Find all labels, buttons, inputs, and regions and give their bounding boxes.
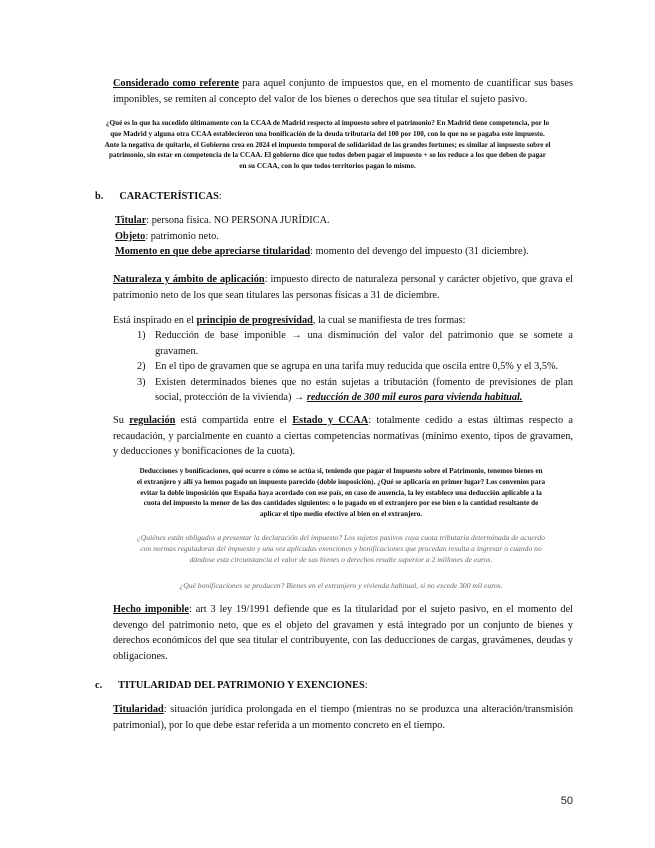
regulacion-paragraph — [113, 413, 573, 460]
naturaleza-paragraph — [113, 272, 573, 303]
note-line: ¿Qué es lo que ha sucedido últimamente con la CCAA de Madrid respecto al impuesto sobre el patrimonio? En Madrid tiene competencia, por lo — [105, 119, 550, 127]
note-line: Deducciones y bonificaciones, qué ocurre o cómo se actúa si, teniendo que pagar el Impuesto sobre el Patrimonio, tenemos bienes en — [139, 467, 543, 475]
note-line: con normas reguladoras del impuesto y una vez aplicadas exenciones y bonificaciones que procedan resulta a ingresar o cuando no — [140, 544, 542, 553]
section-letter: b. — [95, 191, 104, 202]
section-b-heading — [95, 186, 565, 205]
objeto-text: : patrimonio neto. — [145, 230, 219, 242]
page-number: 50 — [560, 795, 573, 807]
section-title: TITULARIDAD DEL PATRIMONIO Y EXENCIONES — [118, 680, 365, 691]
paragraph-text: para aquel conjunto de impuestos que, en el momento de cuantificar sus bases imponibles, se remiten al concepto del valor de los bienes o derechos que sea titular el sujeto pasivo. — [113, 78, 574, 105]
inspirado-pre: Está inspirado en el — [113, 315, 197, 326]
list-text: Reducción de base imponible → una disminución del valor del patrimonio que se somete a gravamen. — [155, 330, 573, 357]
note-deducciones — [106, 466, 576, 520]
list-item — [137, 359, 573, 375]
inspirado-post: , la cual se manifiesta de tres formas: — [312, 315, 466, 326]
titularidad-text: : situación jurídica prolongada en el tiempo (mientras no se produzca una alteración/transmisión patrimonial), por lo que debe estar referida a un momento concreto en el tiempo. — [113, 704, 573, 731]
note-line: aplicar el tipo medio efectivo al bien en el extranjero. — [259, 510, 423, 519]
section-title: CARACTERÍSTICAS — [119, 191, 219, 202]
momento-label: Momento en que debe apreciarse titularidad — [115, 246, 311, 257]
objeto-label: Objeto — [115, 230, 146, 242]
regulacion-label2: Estado y CCAA — [292, 415, 369, 426]
list-number: 1) — [137, 330, 146, 341]
note-line: Ante la negativa de quitarlo, el Gobierno crea en 2024 el impuesto temporal de solidaridad de las grandes fortunes; es similar al impuesto sobre el — [104, 140, 551, 149]
note-madrid — [70, 118, 585, 172]
section-colon: : — [364, 680, 368, 691]
list-number: 3) — [137, 376, 146, 388]
hecho-label: Hecho imponible — [113, 604, 189, 615]
hecho-paragraph — [113, 602, 573, 664]
titularidad-label: Titularidad — [113, 704, 164, 715]
note-line: evitar la doble imposición que España haya acordado con ese país, en caso de ausencia, la ley establece una deducción aplicable a la — [140, 488, 542, 497]
naturaleza-text: : impuesto directo de naturaleza personal y carácter objetivo, que grava el patrimonio neto de los que sean titulares las personas físicas a 31 de diciembre. — [113, 274, 573, 301]
note-line: en su CCAA, con lo que todos territorios pagan lo mismo. — [239, 162, 416, 171]
note-line: que Madrid y alguna otra CCAA establecieron una bonificación de la deuda tributaria del 100 por 100, con lo que no se pagaba este impuesto. — [110, 129, 545, 138]
regulacion-pre: Su — [113, 415, 130, 426]
list-item — [137, 375, 573, 406]
titular-label: Titular — [115, 215, 147, 226]
bold-term: Considerado como referente — [113, 78, 239, 89]
progresividad-list — [137, 328, 573, 406]
paragraph-referente — [113, 76, 573, 107]
inspirado-paragraph — [113, 313, 573, 329]
titularidad-paragraph — [113, 702, 573, 733]
note-line: dándose esta circunstancia el valor de sus bienes o derechos resulte superior a 2 millones de euros. — [189, 555, 493, 564]
note-line: el extranjero y allí ya hemos pagado un impuesto parecido (doble imposición). ¿Qué se aplicaría en primer lugar? Los convenios para — [136, 477, 546, 486]
titular-text: : persona física. NO PERSONA JURÍDICA. — [146, 215, 330, 226]
inspirado-label: principio de progresividad — [196, 315, 313, 326]
list-text: En el tipo de gravamen que se agrupa en una tarifa muy reducida que oscila entre 0,5% y el 3,5%. — [155, 361, 559, 372]
list-emphasis: reducción de 300 mil euros para vivienda habitual. — [306, 392, 523, 403]
naturaleza-label: Naturaleza y ámbito de aplicación — [113, 274, 265, 285]
hecho-text: : art 3 ley 19/1991 defiende que es la titularidad por el sujeto pasivo, en el momento del devengo del patrimonio neto, que es el objeto del gravamen y está integrado por un conjunto de bienes y derechos económicos del que sea titular el contribuyente, con las deducciones de cargas, gravámenes, deudas y obligaciones. — [113, 604, 574, 662]
list-text: Existen determinados bienes que no están sujetas a tributación (fomento de previsiones de plan social, protección de la vivienda) → — [155, 376, 573, 403]
regulacion-post: : totalmente cedido a estas últimas respecto a recaudación, y parcialmente en cuanto a ciertas competencias normativas (mínimo exento, tipos de gravamen, y deducciones y bonificaciones de la cuota). — [113, 415, 573, 457]
note-line: ¿Quiénes están obligados a presentar la declaración del impuesto? Los sujetos pasivos cuya cuota tributaria determinada de acuerdo — [137, 533, 545, 542]
section-letter: c. — [95, 680, 103, 691]
note-bonificaciones — [106, 580, 576, 591]
note-line: ¿Qué bonificaciones se producen? Bienes en el extranjero y vivienda habitual, si no excede 300 mil euros. — [179, 581, 503, 590]
regulacion-label: regulación — [129, 415, 176, 426]
note-line: cuota del impuesto la menor de las dos cantidades siguientes: o lo pagado en el extranjero por ese bien o la cantidad resultante de — [143, 499, 539, 508]
note-obligados — [106, 532, 576, 565]
list-item — [137, 328, 573, 359]
list-number: 2) — [137, 361, 146, 372]
titular-block — [115, 213, 575, 260]
regulacion-mid: está compartida entre el — [175, 415, 293, 426]
section-c-heading — [95, 675, 565, 694]
note-line: patrimonio, sin estar en competencia de la CCAA. El gobierno dice que todos deben pagar el impuesto + so los reduce a los que deben de pagar — [109, 151, 546, 160]
section-colon: : — [218, 191, 222, 202]
momento-text: : momento del devengo del impuesto (31 diciembre). — [310, 246, 529, 257]
